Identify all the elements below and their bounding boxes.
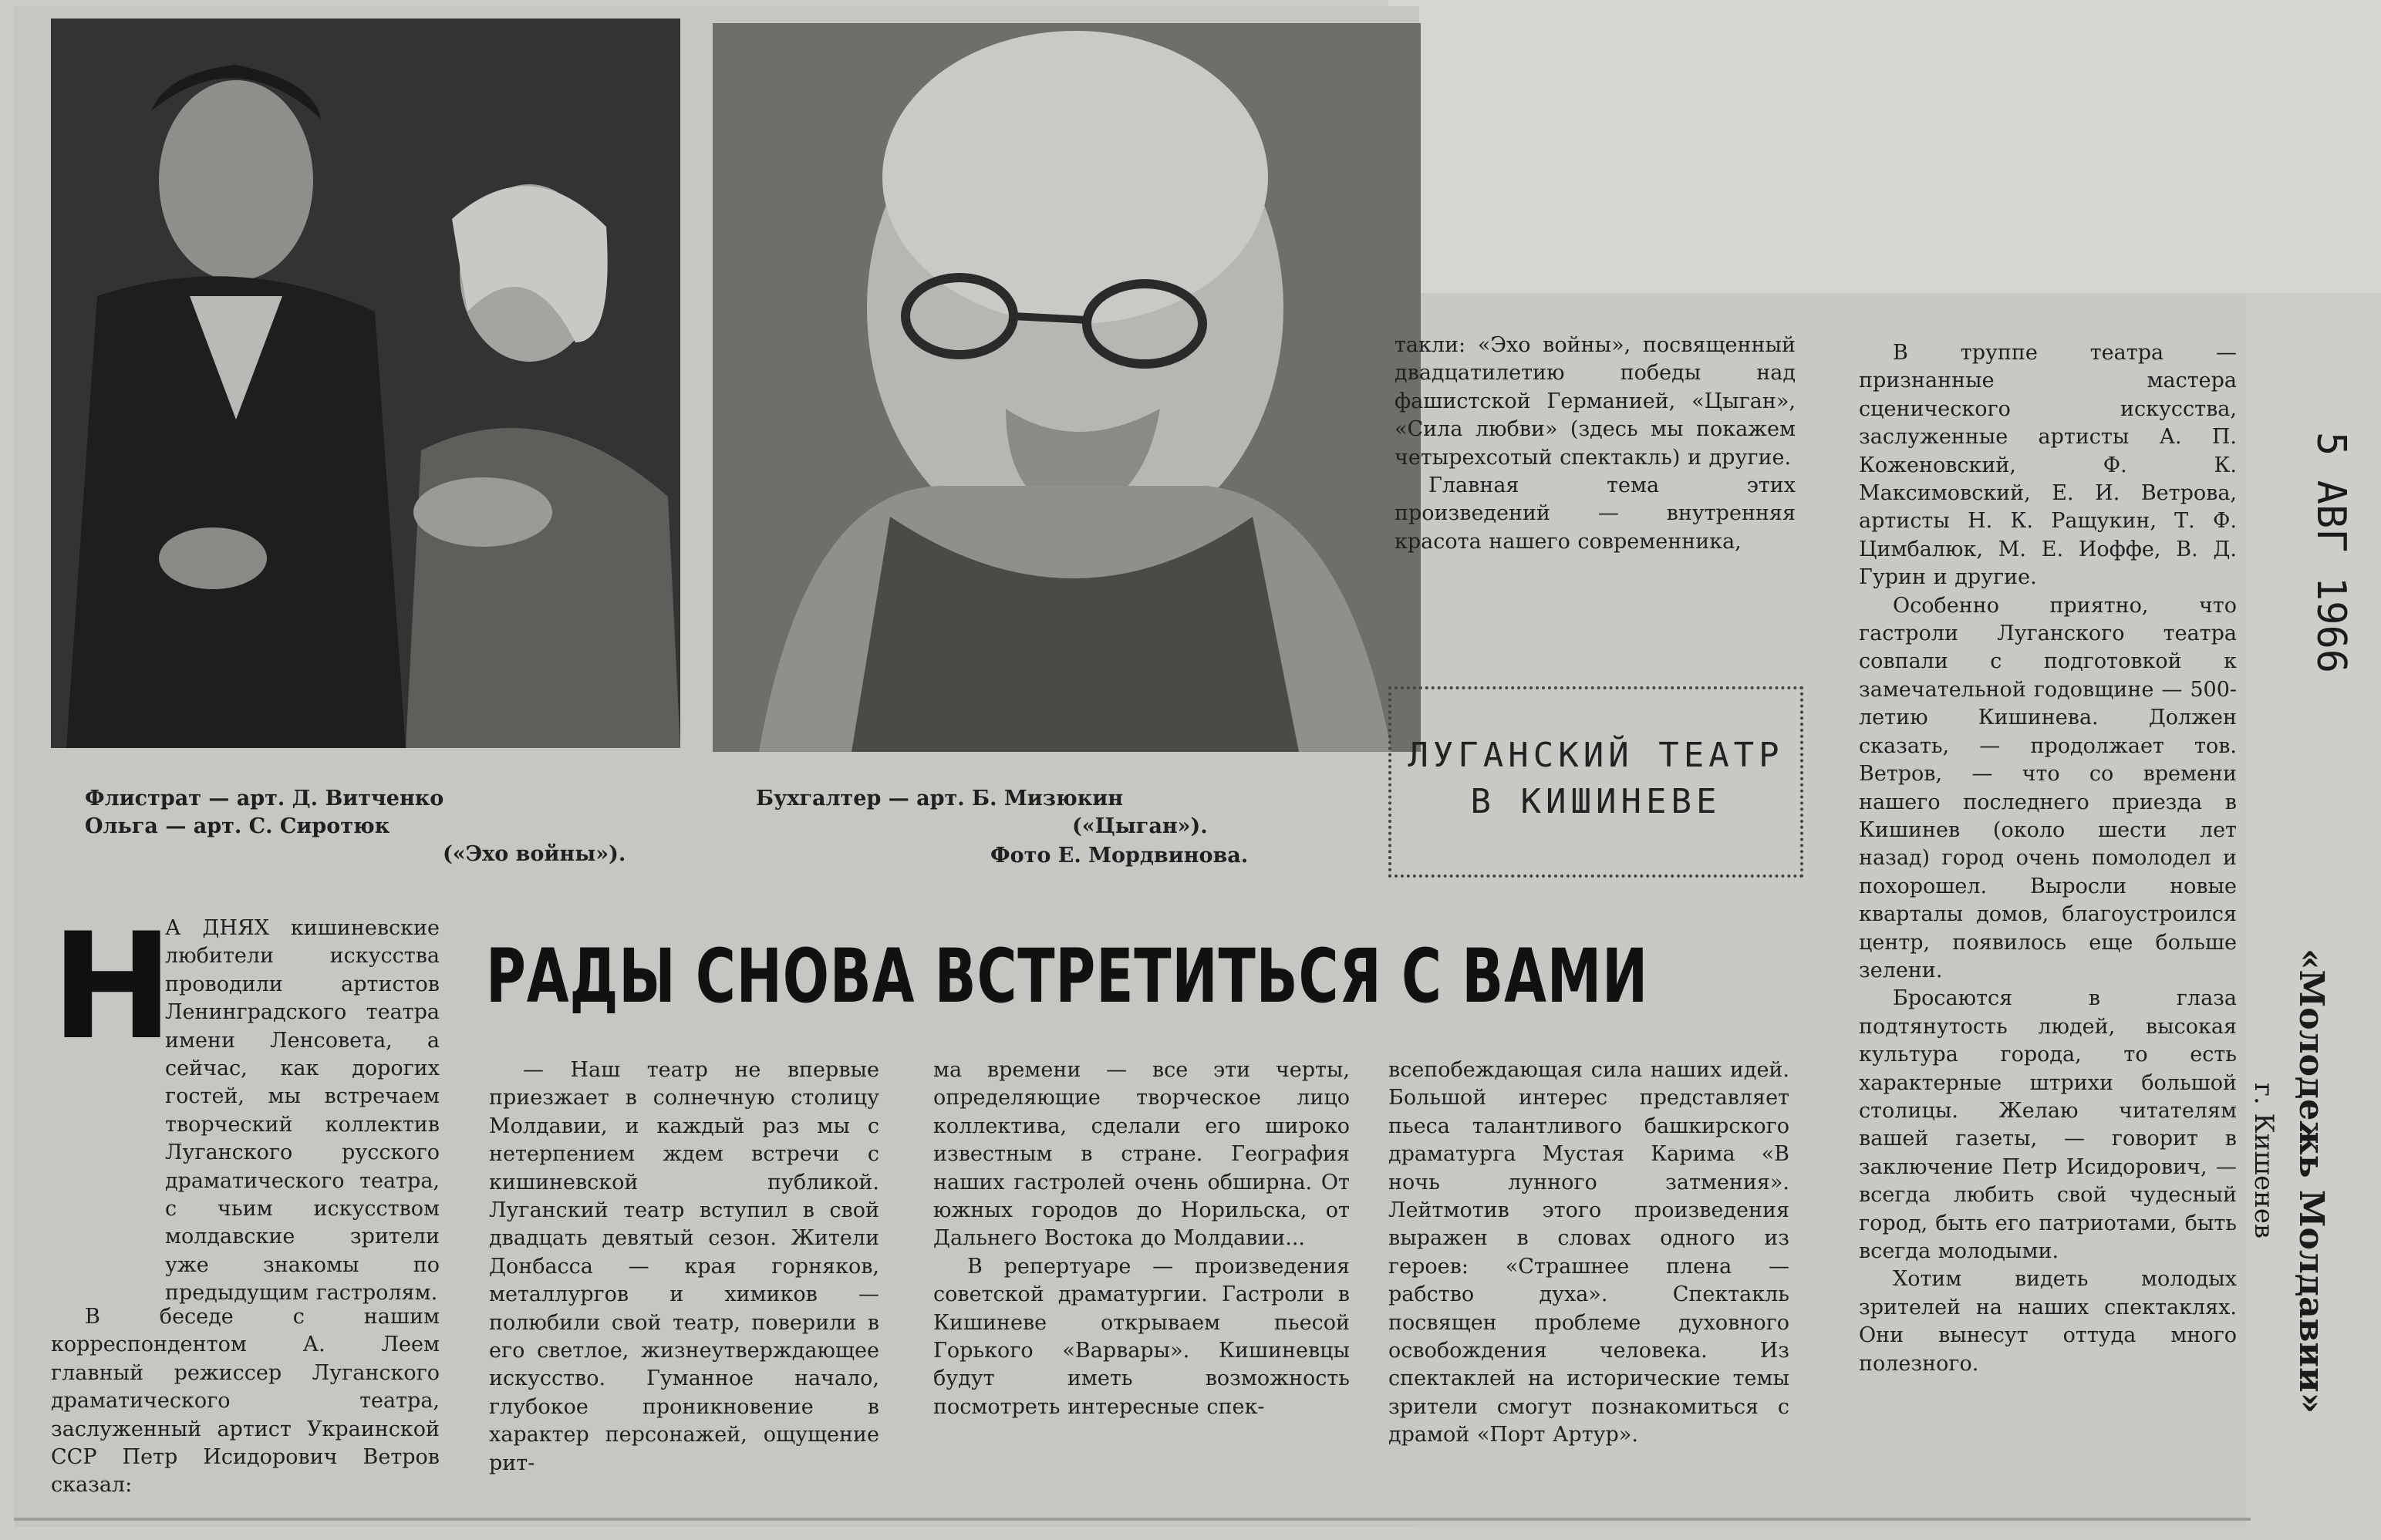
photo-left-caption-line1: Флистрат — арт. Д. Витченко [85,787,444,810]
column-3 [933,1056,1350,1421]
photo-actor-tsygan [713,23,1421,752]
photo-credit: Фото Е. Мордвинова. [990,844,1249,868]
margin-date-stamp: 5 АВГ 1966 [2308,432,2354,674]
col4-paragraph-3: всепобеждающая сила наших идей. Большой интерес представляет пьеса талантливого башкирского драматурга Мустая Карима «В ночь лунного затмения». Лейтмотив этого произведения выражен в словах одного из героев: «Страшнее плена — рабство духа». Спектакль посвящен проблеме духовного освобождения человека. Из спектаклей на исторические темы зрители смогут познакомиться с драмой «Порт Артур». [1388,1058,1789,1447]
bottom-edge [14,1518,2251,1521]
col4-paragraph-2: Главная тема этих произведений — внутренняя красота нашего современника, [1395,473,1796,554]
rubric-box [1388,686,1803,878]
margin-source-title: «Молодежь Молдавии» [2292,949,2331,1414]
column-4-bottom [1388,1056,1789,1450]
intro-paragraph-2: В беседе с нашим корреспондентом А. Леем главный режиссер Луганского драматического театра, заслуженный артист Украинской ССР Петр Исидорович Ветров сказал: [51,1305,440,1498]
margin-place: г. Кишенев [2248,1083,2279,1239]
col5-paragraph-3: Бросаются в глаза подтянутость людей, высокая культура города, то есть характерные штрихи большой столицы. Желаю читателям вашей газеты, — говорит в заключение Петр Исидорович, — всегда любить свой чудесный город, быть его патриотами, быть всегда молодыми. [1859,986,2237,1263]
col2-paragraph-1: — Наш театр не впервые приезжает в солнечную столицу Молдавии, и каждый раз мы с нетерпением ждем встречи с кишиневской публикой. Луганский театр вступил в свой двадцать девятый сезон. Жители Донбасса — края горняков, металлургов и химиков — полюбили свой театр, поверили в его светлое, жизнеутверждающее искусство. Гуманное начало, глубокое проникновение в характер персонажей, ощущение рит- [489,1058,879,1475]
column-5 [1859,339,2237,1378]
intro-paragraph-1: А ДНЯХ кишиневские любители искусства проводили артистов Ленинградского театра имени Ленсовета, а сейчас, как дорогих гостей, мы встречаем творческий коллектив Луганского русского драматического театра, с чьим искусством молдавские зрители уже знакомы по предыдущим гастролям. [165,916,440,1306]
rubric-line1: ЛУГАНСКИЙ ТЕАТР [1408,736,1784,775]
photo-right-caption-line2: («Цыган»). [1072,814,1208,838]
col5-paragraph-1: В труппе театра — признанные мастера сценического искусства, заслуженные артисты А. П. Коженовский, Ф. К. Максимовский, Е. И. Ветрова, артисты Н. К. Ращукин, Т. Ф. Цимбалюк, М. Е. Иоффе, В. Д. Гурин и другие. [1859,341,2237,590]
col4-paragraph-1: такли: «Эхо войны», посвященный двадцатилетию победы над фашистской Германией, «Цыган», «Сила любви» (здесь мы покажем четырехсотый спектакль) и другие. [1395,333,1796,470]
col5-paragraph-4: Хотим видеть молодых зрителей на наших спектаклях. Они вынесут оттуда много полезного. [1859,1267,2237,1376]
rubric-line2: В КИШИНЕВЕ [1470,782,1722,821]
column-4-top [1395,332,1796,556]
col3-paragraph-2: В репертуаре — произведения советской драматургии. Гастроли в Кишиневе открываем пьесой Горького «Варвары». Кишиневцы будут иметь возможность посмотреть интересные спек- [933,1254,1350,1419]
column-intro-bottom [51,1303,440,1500]
column-2 [489,1056,879,1478]
col5-paragraph-2: Особенно приятно, что гастроли Луганского театра совпали с подготовкой к замечательной годовщине — 500-летию Кишинева. Должен сказать, — продолжает тов. Ветров, — что со времени нашего последнего приезда в Кишинев (около шести лет назад) город очень помолодел и похорошел. Выросли новые кварталы домов, благоустроился центр, появилось еще больше зелени. [1859,593,2237,982]
col3-paragraph-1: ма времени — все эти черты, определяющие творческое лицо коллектива, сделали его широко известным в стране. География наших гастролей очень обширна. От южных городов до Норильска, от Дальнего Востока до Молдавии... [933,1058,1350,1251]
photo-left-caption-line2: Ольга — арт. С. Сиротюк [85,814,390,838]
column-intro-top [165,915,440,1308]
background-paper [1388,0,2381,293]
photo-actors-echo-voyny [51,19,680,748]
article-headline: РАДЫ СНОВА ВСТРЕТИТЬСЯ С ВАМИ [486,933,1649,1019]
photo-left-caption-line3: («Эхо войны»). [443,842,626,866]
drop-cap: Н [51,901,174,1072]
photo-right-caption-line1: Бухгалтер — арт. Б. Мизюкин [756,787,1124,810]
